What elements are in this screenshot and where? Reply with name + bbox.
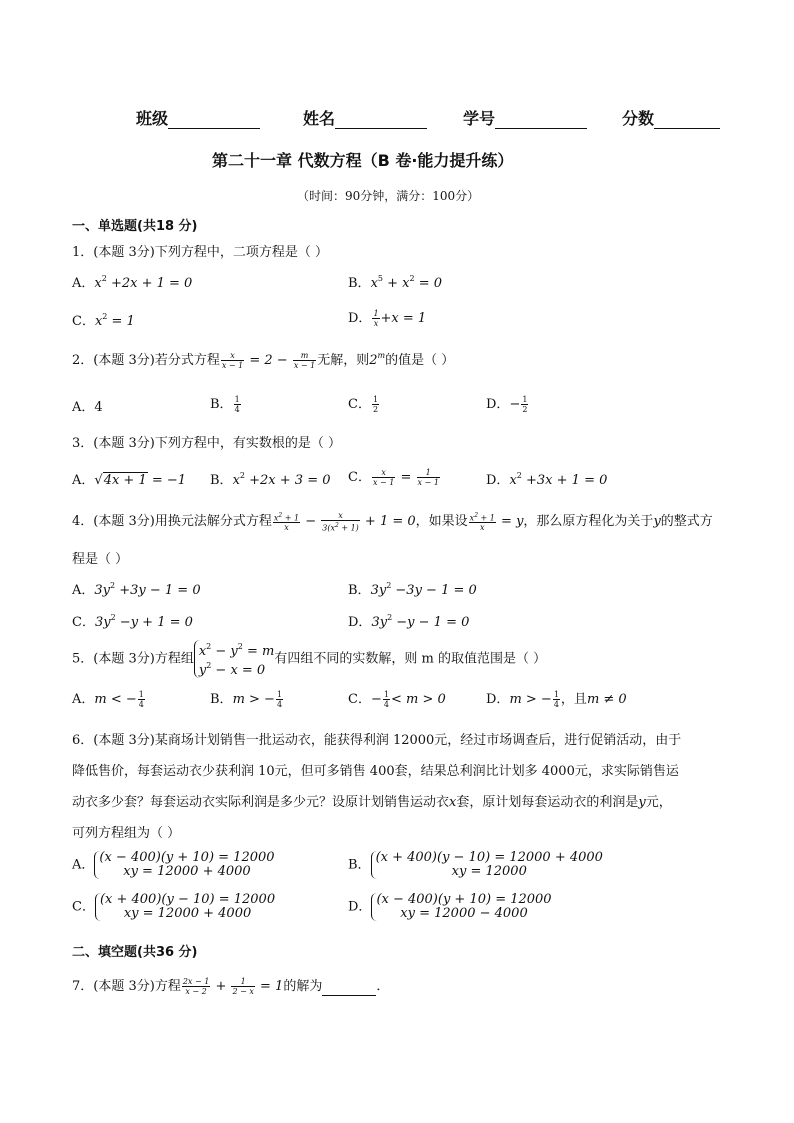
section-fill-blank: 二、填空题(共36 分) <box>72 945 198 960</box>
score-field[interactable] <box>622 106 720 129</box>
q6-option-c[interactable]: C． (x + 400)(y − 10) = 12000 xy = 12000 + 4000 <box>72 892 276 921</box>
score-blank[interactable] <box>654 111 720 129</box>
q6-line-3: 动衣多少套？每套运动衣实际利润是多少元？设原计划销售运动衣x套，原计划每套运动衣的利润是y元， <box>72 795 672 810</box>
page-subtitle: （时间：90分钟，满分：100分） <box>297 189 480 203</box>
q6-option-d[interactable]: D． (x − 400)(y + 10) = 12000 xy = 12000 − 4000 <box>348 892 552 921</box>
q1-option-c[interactable]: C．$x^2 = 1$ <box>72 312 135 329</box>
student-id-label: 学号 <box>463 109 496 128</box>
q5-option-c[interactable]: C．− $\frac{1}{4}$ < m > 0 <box>348 690 446 709</box>
q3-option-a[interactable]: A．√4x + 1 = −1 <box>72 473 187 488</box>
q7-stem: 7．(本题 3分)方程 $\frac{2x - 1}{x - 2}$ + $\frac{1}{2 - x}$ = 1的解为 ． <box>72 977 390 996</box>
q2-option-a[interactable]: A．4 <box>72 400 103 415</box>
q4-option-a[interactable]: A．$3y^2 +3y - 1 = 0$ <box>72 581 201 598</box>
section-single-choice: 一、单选题(共18 分) <box>72 219 198 234</box>
q4-option-d[interactable]: D．$3y^2 -y - 1 = 0$ <box>348 613 470 630</box>
q2-option-b[interactable]: B． $\frac{1}{4}$ <box>210 395 240 414</box>
q3-option-c[interactable]: C． $\frac{x}{x - 1}$ = $\frac{1}{x - 1}$ <box>348 468 439 487</box>
q3-option-d[interactable]: D．$x^2 +3x + 1 = 0$ <box>486 471 608 488</box>
q4-option-b[interactable]: B．$3y^2 -3y - 1 = 0$ <box>348 581 477 598</box>
q5-stem: 5．(本题 3分)方程组 $x^2 - y^2 = m$ $y^2 - x = 0$ 有四组不同的实数解，则 m 的取值范围是（ ） <box>72 642 547 678</box>
student-id-blank[interactable] <box>495 111 587 129</box>
q7-answer-blank[interactable] <box>322 981 376 996</box>
name-label: 姓名 <box>303 109 336 128</box>
name-field[interactable] <box>303 106 427 129</box>
q5-option-a[interactable]: A．m < − $\frac{1}{4}$ <box>72 690 144 709</box>
q6-line-4: 可列方程组为（ ） <box>72 826 181 841</box>
q6-option-a[interactable]: A． (x − 400)(y + 10) = 12000 xy = 12000 + 4000 <box>72 850 275 879</box>
q4-stem-cont: 程是（ ） <box>72 552 129 567</box>
q1-option-b[interactable]: B．$x^5 + x^2 = 0$ <box>348 274 443 291</box>
q2-option-c[interactable]: C． $\frac{1}{2}$ <box>348 395 379 414</box>
q6-line-1: 6．(本题 3分)某商场计划销售一批运动衣，能获得利润 12000元，经过市场调查后，进行促销活动，由于 <box>72 733 682 748</box>
q3-option-b[interactable]: B．$x^2 +2x + 3 = 0$ <box>210 471 331 488</box>
q1-option-d[interactable]: D． $\frac{1}{x}$ +x = 1 <box>348 309 427 328</box>
q2-stem: 2．(本题 3分)若分式方程 $\frac{x}{x - 1}$ = 2 − $\frac{m}{x - 1}$ 无解，则2$^m$的值是（ ） <box>72 351 455 370</box>
q1-stem: 1．(本题 3分)下列方程中，二项方程是（ ） <box>72 245 328 260</box>
q5-option-b[interactable]: B．m > − $\frac{1}{4}$ <box>210 690 283 709</box>
q3-stem: 3．(本题 3分)下列方程中，有实数根的是（ ） <box>72 436 341 451</box>
page-title: 第二十一章 代数方程（B 卷·能力提升练） <box>212 151 514 170</box>
score-label: 分数 <box>622 109 655 128</box>
name-blank[interactable] <box>335 111 427 129</box>
q4-stem: 4．(本题 3分)用换元法解分式方程 $\frac{x^2 + 1}{x}$ − $\frac{x}{3(x^2 + 1)}$ + 1 = 0，如果设 $\frac{x^2 + 1}{x}$ = y，那么原方程化为关于y的整式方 <box>72 510 713 533</box>
q1-option-a[interactable]: A．$x^2 +2x + 1 = 0$ <box>72 274 193 291</box>
class-blank[interactable] <box>168 111 260 129</box>
student-id-field[interactable] <box>463 106 587 129</box>
q6-option-b[interactable]: B． (x + 400)(y − 10) = 12000 + 4000 xy = 12000 <box>348 850 603 879</box>
q5-option-d[interactable]: D．m > − $\frac{1}{4}$ ，且m ≠ 0 <box>486 690 627 709</box>
class-field[interactable] <box>136 106 260 129</box>
q6-line-2: 降低售价，每套运动衣少获利润 10元，但可多销售 400套，结果总利润比计划多 4000元，求实际销售运 <box>72 764 679 779</box>
q4-option-c[interactable]: C．$3y^2 -y + 1 = 0$ <box>72 613 193 630</box>
q2-option-d[interactable]: D．− $\frac{1}{2}$ <box>486 395 528 414</box>
class-label: 班级 <box>136 109 169 128</box>
